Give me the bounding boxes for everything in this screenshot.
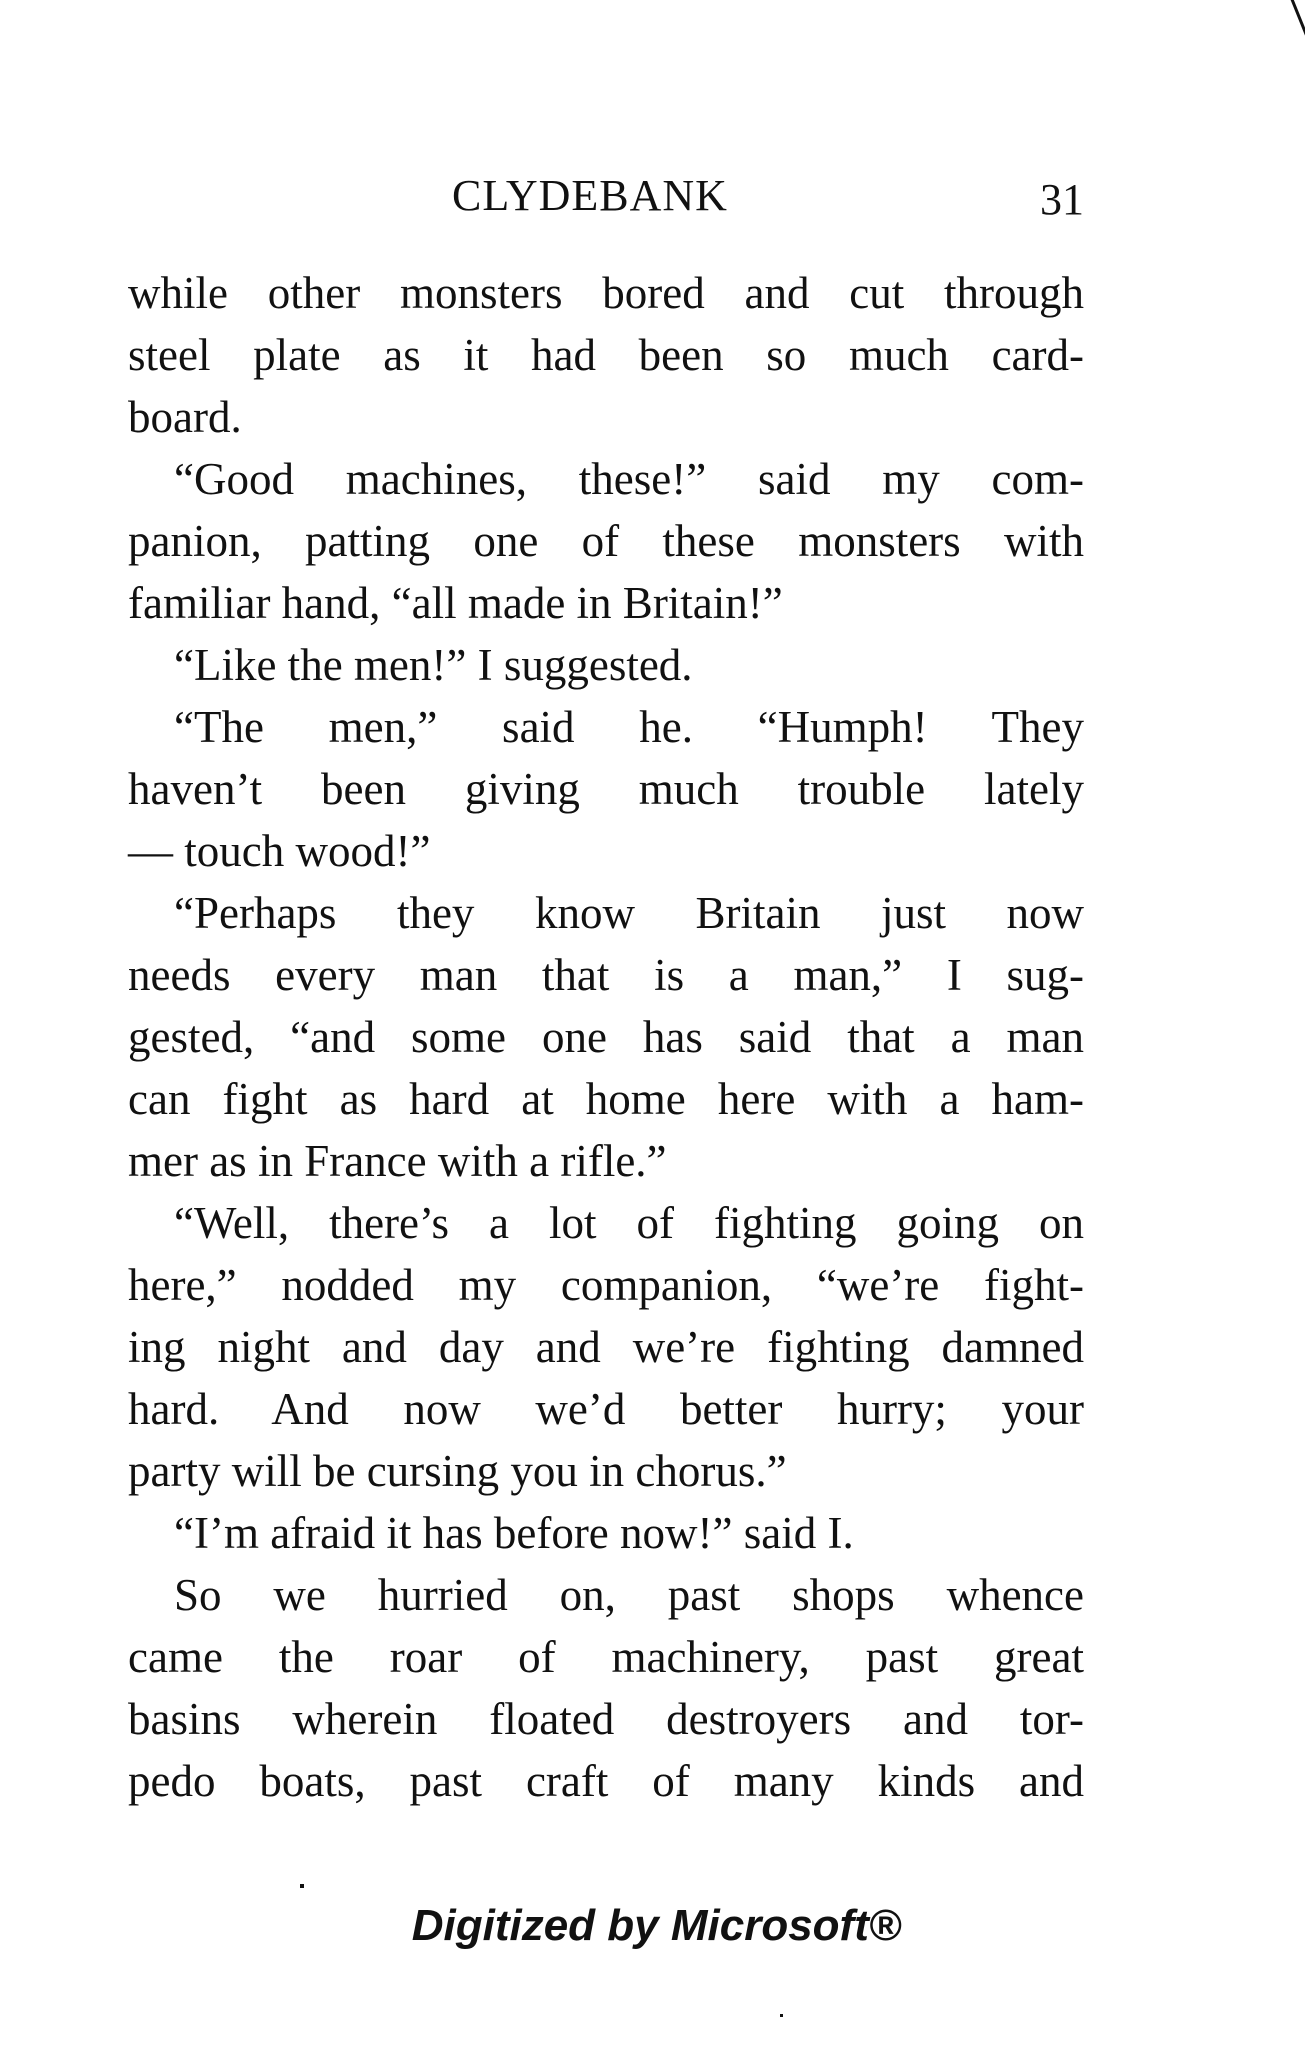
scan-corner-mark xyxy=(1281,0,1305,70)
text-line: “I’m afraid it has before now!” said I. xyxy=(174,1508,854,1558)
scan-speck xyxy=(300,1884,304,1888)
text-line: haven’t been giving much trouble lately xyxy=(128,764,1084,814)
text-line: mer as in France with a rifle.” xyxy=(128,1136,667,1186)
body-text xyxy=(128,262,1084,1812)
text-line: So we hurried on, past shops whence xyxy=(174,1570,1084,1620)
running-head xyxy=(128,168,1084,224)
text-line: “Well, there’s a lot of fighting going on xyxy=(174,1198,1084,1248)
text-line: hard. And now we’d better hurry; your xyxy=(128,1384,1084,1434)
text-line: panion, patting one of these monsters with xyxy=(128,516,1084,566)
text-line: can fight as hard at home here with a ham- xyxy=(128,1074,1084,1124)
text-line: — touch wood!” xyxy=(128,826,431,876)
text-line: “Like the men!” I suggested. xyxy=(174,640,693,690)
text-line: board. xyxy=(128,392,242,442)
text-line: party will be cursing you in chorus.” xyxy=(128,1446,787,1496)
text-line: needs every man that is a man,” I sug- xyxy=(128,950,1084,1000)
text-line: while other monsters bored and cut through xyxy=(128,268,1084,318)
page-number: 31 xyxy=(1040,175,1084,224)
text-line: basins wherein floated destroyers and tor- xyxy=(128,1694,1084,1744)
text-line: here,” nodded my companion, “we’re fight- xyxy=(128,1260,1084,1310)
digitization-watermark: Digitized by Microsoft® xyxy=(411,1901,902,1950)
text-line: familiar hand, “all made in Britain!” xyxy=(128,578,783,628)
text-line: “Perhaps they know Britain just now xyxy=(174,888,1084,938)
running-title: CLYDEBANK xyxy=(452,171,728,220)
text-line: ing night and day and we’re fighting damned xyxy=(128,1322,1084,1372)
text-line: pedo boats, past craft of many kinds and xyxy=(128,1756,1084,1806)
text-line: steel plate as it had been so much card- xyxy=(128,330,1084,380)
text-line: gested, “and some one has said that a man xyxy=(128,1012,1084,1062)
text-line: “Good machines, these!” said my com- xyxy=(174,454,1084,504)
text-line: “The men,” said he. “Humph! They xyxy=(174,702,1084,752)
scan-speck xyxy=(780,2014,783,2017)
text-line: came the roar of machinery, past great xyxy=(128,1632,1084,1682)
